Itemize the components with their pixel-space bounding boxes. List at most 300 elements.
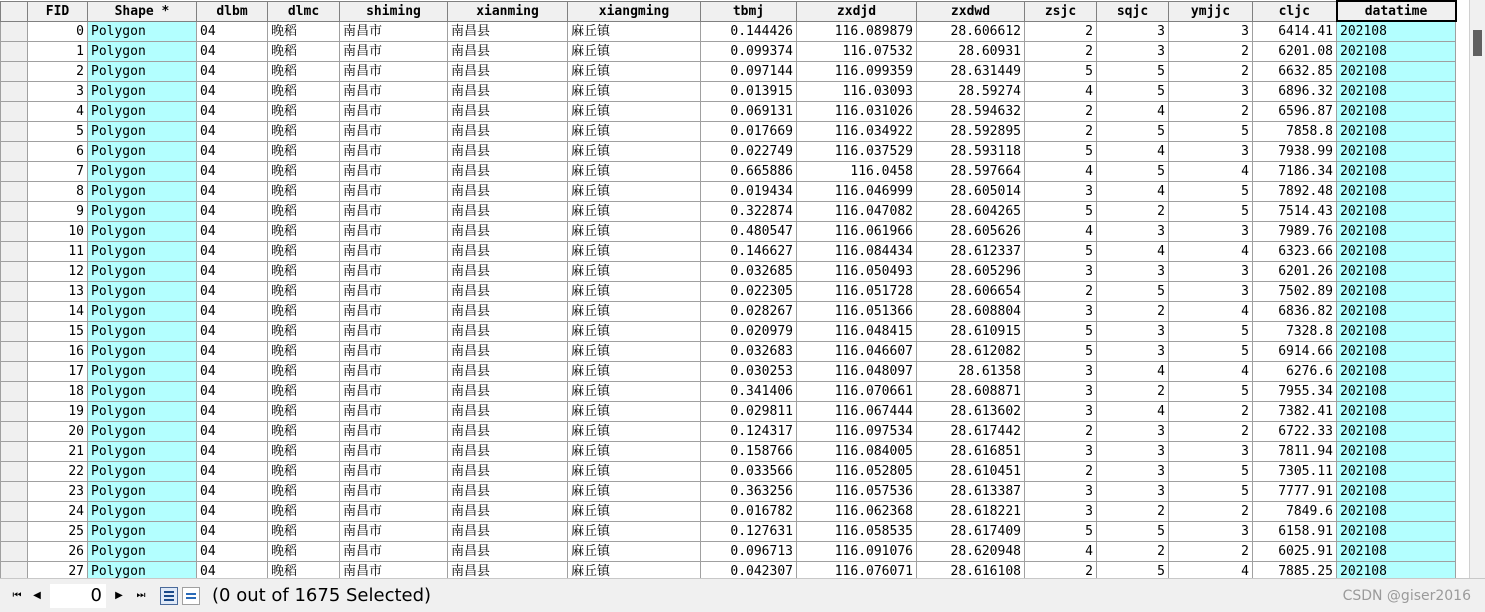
- cell-datatime[interactable]: 202108: [1337, 342, 1456, 362]
- cell-shiming[interactable]: 南昌市: [340, 42, 448, 62]
- cell-xianming[interactable]: 南昌县: [448, 302, 568, 322]
- cell-zxdwd[interactable]: 28.610915: [917, 322, 1025, 342]
- row-selector[interactable]: [1, 142, 28, 162]
- cell-cljc[interactable]: 6025.91: [1253, 542, 1337, 562]
- cell-ymjjc[interactable]: 3: [1169, 21, 1253, 42]
- column-header-datatime[interactable]: datatime: [1337, 1, 1456, 21]
- cell-dlmc[interactable]: 晚稻: [268, 162, 340, 182]
- cell-cljc[interactable]: 6276.6: [1253, 362, 1337, 382]
- cell-xianming[interactable]: 南昌县: [448, 82, 568, 102]
- table-row[interactable]: [1, 282, 1456, 302]
- cell-tbmj[interactable]: 0.017669: [701, 122, 797, 142]
- cell-tbmj[interactable]: 0.032683: [701, 342, 797, 362]
- cell-zsjc[interactable]: 2: [1025, 422, 1097, 442]
- table-row[interactable]: [1, 542, 1456, 562]
- cell-shape[interactable]: Polygon: [88, 362, 197, 382]
- column-header-zxdwd[interactable]: zxdwd: [917, 1, 1025, 21]
- cell-ymjjc[interactable]: 2: [1169, 502, 1253, 522]
- cell-shape[interactable]: Polygon: [88, 42, 197, 62]
- cell-xiangming[interactable]: 麻丘镇: [568, 342, 701, 362]
- cell-fid[interactable]: 4: [28, 102, 88, 122]
- cell-tbmj[interactable]: 0.127631: [701, 522, 797, 542]
- cell-dlbm[interactable]: 04: [197, 402, 268, 422]
- cell-ymjjc[interactable]: 5: [1169, 122, 1253, 142]
- cell-shiming[interactable]: 南昌市: [340, 482, 448, 502]
- table-row[interactable]: [1, 562, 1456, 579]
- cell-ymjjc[interactable]: 2: [1169, 42, 1253, 62]
- cell-xiangming[interactable]: 麻丘镇: [568, 62, 701, 82]
- cell-zsjc[interactable]: 5: [1025, 142, 1097, 162]
- cell-dlbm[interactable]: 04: [197, 202, 268, 222]
- cell-datatime[interactable]: 202108: [1337, 142, 1456, 162]
- column-header-zsjc[interactable]: zsjc: [1025, 1, 1097, 21]
- cell-zsjc[interactable]: 3: [1025, 402, 1097, 422]
- cell-shiming[interactable]: 南昌市: [340, 382, 448, 402]
- cell-tbmj[interactable]: 0.019434: [701, 182, 797, 202]
- row-selector[interactable]: [1, 422, 28, 442]
- cell-cljc[interactable]: 7989.76: [1253, 222, 1337, 242]
- row-selector[interactable]: [1, 242, 28, 262]
- cell-dlbm[interactable]: 04: [197, 82, 268, 102]
- cell-datatime[interactable]: 202108: [1337, 82, 1456, 102]
- next-record-icon[interactable]: ▶: [115, 590, 123, 601]
- cell-xianming[interactable]: 南昌县: [448, 502, 568, 522]
- cell-fid[interactable]: 0: [28, 21, 88, 42]
- cell-ymjjc[interactable]: 4: [1169, 242, 1253, 262]
- cell-dlbm[interactable]: 04: [197, 382, 268, 402]
- cell-fid[interactable]: 7: [28, 162, 88, 182]
- cell-shiming[interactable]: 南昌市: [340, 542, 448, 562]
- cell-datatime[interactable]: 202108: [1337, 322, 1456, 342]
- cell-zxdjd[interactable]: 116.084005: [797, 442, 917, 462]
- cell-zxdwd[interactable]: 28.59274: [917, 82, 1025, 102]
- cell-xianming[interactable]: 南昌县: [448, 222, 568, 242]
- cell-dlbm[interactable]: 04: [197, 322, 268, 342]
- cell-zsjc[interactable]: 3: [1025, 262, 1097, 282]
- cell-zsjc[interactable]: 3: [1025, 382, 1097, 402]
- cell-xianming[interactable]: 南昌县: [448, 382, 568, 402]
- cell-xiangming[interactable]: 麻丘镇: [568, 542, 701, 562]
- cell-fid[interactable]: 14: [28, 302, 88, 322]
- cell-shiming[interactable]: 南昌市: [340, 102, 448, 122]
- cell-tbmj[interactable]: 0.013915: [701, 82, 797, 102]
- row-selector[interactable]: [1, 282, 28, 302]
- cell-zxdjd[interactable]: 116.07532: [797, 42, 917, 62]
- cell-zxdjd[interactable]: 116.034922: [797, 122, 917, 142]
- cell-fid[interactable]: 21: [28, 442, 88, 462]
- cell-ymjjc[interactable]: 5: [1169, 382, 1253, 402]
- cell-shape[interactable]: Polygon: [88, 142, 197, 162]
- table-row[interactable]: [1, 182, 1456, 202]
- table-row[interactable]: [1, 162, 1456, 182]
- cell-cljc[interactable]: 7328.8: [1253, 322, 1337, 342]
- cell-dlmc[interactable]: 晚稻: [268, 21, 340, 42]
- cell-sqjc[interactable]: 4: [1097, 362, 1169, 382]
- cell-fid[interactable]: 13: [28, 282, 88, 302]
- current-record-field[interactable]: 0: [50, 584, 106, 608]
- cell-ymjjc[interactable]: 2: [1169, 542, 1253, 562]
- cell-shiming[interactable]: 南昌市: [340, 442, 448, 462]
- cell-tbmj[interactable]: 0.097144: [701, 62, 797, 82]
- cell-dlbm[interactable]: 04: [197, 162, 268, 182]
- cell-dlbm[interactable]: 04: [197, 242, 268, 262]
- cell-zxdjd[interactable]: 116.050493: [797, 262, 917, 282]
- row-selector[interactable]: [1, 342, 28, 362]
- cell-zxdwd[interactable]: 28.606654: [917, 282, 1025, 302]
- cell-tbmj[interactable]: 0.016782: [701, 502, 797, 522]
- cell-shiming[interactable]: 南昌市: [340, 82, 448, 102]
- cell-sqjc[interactable]: 2: [1097, 502, 1169, 522]
- show-all-records-icon[interactable]: [160, 587, 178, 605]
- cell-datatime[interactable]: 202108: [1337, 222, 1456, 242]
- cell-fid[interactable]: 12: [28, 262, 88, 282]
- cell-zxdwd[interactable]: 28.606612: [917, 21, 1025, 42]
- cell-xiangming[interactable]: 麻丘镇: [568, 562, 701, 579]
- row-selector[interactable]: [1, 42, 28, 62]
- cell-xianming[interactable]: 南昌县: [448, 462, 568, 482]
- cell-xianming[interactable]: 南昌县: [448, 142, 568, 162]
- cell-zxdwd[interactable]: 28.617442: [917, 422, 1025, 442]
- row-selector[interactable]: [1, 522, 28, 542]
- cell-sqjc[interactable]: 5: [1097, 522, 1169, 542]
- row-selector[interactable]: [1, 222, 28, 242]
- cell-cljc[interactable]: 7514.43: [1253, 202, 1337, 222]
- cell-xianming[interactable]: 南昌县: [448, 362, 568, 382]
- cell-zxdjd[interactable]: 116.051366: [797, 302, 917, 322]
- cell-fid[interactable]: 15: [28, 322, 88, 342]
- last-record-icon[interactable]: ⏭: [136, 590, 146, 601]
- cell-sqjc[interactable]: 2: [1097, 302, 1169, 322]
- cell-shiming[interactable]: 南昌市: [340, 462, 448, 482]
- cell-shape[interactable]: Polygon: [88, 62, 197, 82]
- cell-shiming[interactable]: 南昌市: [340, 62, 448, 82]
- cell-sqjc[interactable]: 4: [1097, 402, 1169, 422]
- cell-shape[interactable]: Polygon: [88, 182, 197, 202]
- cell-xiangming[interactable]: 麻丘镇: [568, 442, 701, 462]
- cell-tbmj[interactable]: 0.069131: [701, 102, 797, 122]
- cell-sqjc[interactable]: 5: [1097, 62, 1169, 82]
- cell-zxdwd[interactable]: 28.616108: [917, 562, 1025, 579]
- cell-zxdwd[interactable]: 28.620948: [917, 542, 1025, 562]
- cell-ymjjc[interactable]: 5: [1169, 322, 1253, 342]
- cell-xiangming[interactable]: 麻丘镇: [568, 142, 701, 162]
- cell-xianming[interactable]: 南昌县: [448, 62, 568, 82]
- cell-ymjjc[interactable]: 3: [1169, 442, 1253, 462]
- cell-ymjjc[interactable]: 3: [1169, 262, 1253, 282]
- cell-fid[interactable]: 24: [28, 502, 88, 522]
- column-header-tbmj[interactable]: tbmj: [701, 1, 797, 21]
- cell-shape[interactable]: Polygon: [88, 222, 197, 242]
- cell-cljc[interactable]: 7938.99: [1253, 142, 1337, 162]
- cell-tbmj[interactable]: 0.144426: [701, 21, 797, 42]
- cell-dlmc[interactable]: 晚稻: [268, 442, 340, 462]
- cell-fid[interactable]: 1: [28, 42, 88, 62]
- cell-dlmc[interactable]: 晚稻: [268, 382, 340, 402]
- cell-xianming[interactable]: 南昌县: [448, 122, 568, 142]
- cell-xianming[interactable]: 南昌县: [448, 102, 568, 122]
- cell-xiangming[interactable]: 麻丘镇: [568, 302, 701, 322]
- cell-datatime[interactable]: 202108: [1337, 102, 1456, 122]
- cell-zxdjd[interactable]: 116.051728: [797, 282, 917, 302]
- cell-cljc[interactable]: 7885.25: [1253, 562, 1337, 579]
- cell-sqjc[interactable]: 3: [1097, 222, 1169, 242]
- cell-shape[interactable]: Polygon: [88, 82, 197, 102]
- show-selected-records-icon[interactable]: [182, 587, 200, 605]
- cell-zsjc[interactable]: 2: [1025, 562, 1097, 579]
- cell-zxdjd[interactable]: 116.046999: [797, 182, 917, 202]
- cell-sqjc[interactable]: 3: [1097, 42, 1169, 62]
- cell-dlmc[interactable]: 晚稻: [268, 402, 340, 422]
- table-row[interactable]: [1, 442, 1456, 462]
- cell-shape[interactable]: Polygon: [88, 462, 197, 482]
- cell-datatime[interactable]: 202108: [1337, 522, 1456, 542]
- cell-shiming[interactable]: 南昌市: [340, 162, 448, 182]
- cell-xianming[interactable]: 南昌县: [448, 422, 568, 442]
- cell-shape[interactable]: Polygon: [88, 442, 197, 462]
- cell-shape[interactable]: Polygon: [88, 342, 197, 362]
- cell-cljc[interactable]: 7811.94: [1253, 442, 1337, 462]
- cell-tbmj[interactable]: 0.029811: [701, 402, 797, 422]
- cell-zsjc[interactable]: 5: [1025, 522, 1097, 542]
- cell-zsjc[interactable]: 3: [1025, 182, 1097, 202]
- cell-tbmj[interactable]: 0.096713: [701, 542, 797, 562]
- cell-dlmc[interactable]: 晚稻: [268, 502, 340, 522]
- cell-xiangming[interactable]: 麻丘镇: [568, 522, 701, 542]
- cell-fid[interactable]: 2: [28, 62, 88, 82]
- cell-ymjjc[interactable]: 3: [1169, 222, 1253, 242]
- cell-datatime[interactable]: 202108: [1337, 202, 1456, 222]
- cell-tbmj[interactable]: 0.028267: [701, 302, 797, 322]
- cell-xiangming[interactable]: 麻丘镇: [568, 122, 701, 142]
- cell-zsjc[interactable]: 2: [1025, 102, 1097, 122]
- cell-xiangming[interactable]: 麻丘镇: [568, 402, 701, 422]
- table-row[interactable]: [1, 202, 1456, 222]
- cell-cljc[interactable]: 7858.8: [1253, 122, 1337, 142]
- cell-xianming[interactable]: 南昌县: [448, 522, 568, 542]
- table-row[interactable]: [1, 21, 1456, 42]
- cell-xiangming[interactable]: 麻丘镇: [568, 102, 701, 122]
- cell-sqjc[interactable]: 3: [1097, 422, 1169, 442]
- cell-zsjc[interactable]: 2: [1025, 462, 1097, 482]
- cell-ymjjc[interactable]: 2: [1169, 62, 1253, 82]
- cell-dlbm[interactable]: 04: [197, 102, 268, 122]
- cell-fid[interactable]: 6: [28, 142, 88, 162]
- header-corner[interactable]: [1, 1, 28, 21]
- row-selector[interactable]: [1, 442, 28, 462]
- cell-xiangming[interactable]: 麻丘镇: [568, 242, 701, 262]
- cell-shiming[interactable]: 南昌市: [340, 21, 448, 42]
- cell-sqjc[interactable]: 2: [1097, 542, 1169, 562]
- cell-dlmc[interactable]: 晚稻: [268, 302, 340, 322]
- table-row[interactable]: [1, 502, 1456, 522]
- cell-xiangming[interactable]: 麻丘镇: [568, 482, 701, 502]
- cell-datatime[interactable]: 202108: [1337, 282, 1456, 302]
- cell-fid[interactable]: 18: [28, 382, 88, 402]
- cell-xiangming[interactable]: 麻丘镇: [568, 202, 701, 222]
- table-row[interactable]: [1, 462, 1456, 482]
- cell-cljc[interactable]: 6836.82: [1253, 302, 1337, 322]
- cell-dlbm[interactable]: 04: [197, 62, 268, 82]
- cell-shape[interactable]: Polygon: [88, 162, 197, 182]
- cell-tbmj[interactable]: 0.032685: [701, 262, 797, 282]
- cell-datatime[interactable]: 202108: [1337, 162, 1456, 182]
- cell-dlbm[interactable]: 04: [197, 422, 268, 442]
- cell-datatime[interactable]: 202108: [1337, 21, 1456, 42]
- cell-xiangming[interactable]: 麻丘镇: [568, 382, 701, 402]
- cell-shape[interactable]: Polygon: [88, 422, 197, 442]
- cell-dlmc[interactable]: 晚稻: [268, 562, 340, 579]
- cell-xianming[interactable]: 南昌县: [448, 262, 568, 282]
- cell-dlmc[interactable]: 晚稻: [268, 142, 340, 162]
- cell-shape[interactable]: Polygon: [88, 102, 197, 122]
- cell-shiming[interactable]: 南昌市: [340, 282, 448, 302]
- cell-cljc[interactable]: 6632.85: [1253, 62, 1337, 82]
- scrollbar-thumb[interactable]: [1473, 30, 1482, 56]
- column-header-ymjjc[interactable]: ymjjc: [1169, 1, 1253, 21]
- cell-shape[interactable]: Polygon: [88, 482, 197, 502]
- cell-shiming[interactable]: 南昌市: [340, 522, 448, 542]
- cell-shiming[interactable]: 南昌市: [340, 122, 448, 142]
- cell-zsjc[interactable]: 2: [1025, 122, 1097, 142]
- cell-zxdjd[interactable]: 116.052805: [797, 462, 917, 482]
- cell-xiangming[interactable]: 麻丘镇: [568, 222, 701, 242]
- column-header-xianming[interactable]: xianming: [448, 1, 568, 21]
- table-row[interactable]: [1, 262, 1456, 282]
- cell-dlbm[interactable]: 04: [197, 462, 268, 482]
- cell-zsjc[interactable]: 4: [1025, 542, 1097, 562]
- cell-shiming[interactable]: 南昌市: [340, 202, 448, 222]
- cell-zsjc[interactable]: 5: [1025, 202, 1097, 222]
- cell-dlmc[interactable]: 晚稻: [268, 362, 340, 382]
- cell-shape[interactable]: Polygon: [88, 402, 197, 422]
- cell-xiangming[interactable]: 麻丘镇: [568, 362, 701, 382]
- cell-shiming[interactable]: 南昌市: [340, 242, 448, 262]
- cell-cljc[interactable]: 7305.11: [1253, 462, 1337, 482]
- cell-dlmc[interactable]: 晚稻: [268, 42, 340, 62]
- cell-sqjc[interactable]: 3: [1097, 262, 1169, 282]
- table-row[interactable]: [1, 42, 1456, 62]
- cell-zxdjd[interactable]: 116.048415: [797, 322, 917, 342]
- cell-xianming[interactable]: 南昌县: [448, 402, 568, 422]
- cell-datatime[interactable]: 202108: [1337, 242, 1456, 262]
- cell-zxdwd[interactable]: 28.608804: [917, 302, 1025, 322]
- cell-zxdjd[interactable]: 116.091076: [797, 542, 917, 562]
- cell-zsjc[interactable]: 3: [1025, 482, 1097, 502]
- cell-datatime[interactable]: 202108: [1337, 422, 1456, 442]
- cell-zxdwd[interactable]: 28.592895: [917, 122, 1025, 142]
- cell-xianming[interactable]: 南昌县: [448, 242, 568, 262]
- cell-sqjc[interactable]: 4: [1097, 242, 1169, 262]
- cell-dlbm[interactable]: 04: [197, 342, 268, 362]
- cell-shiming[interactable]: 南昌市: [340, 142, 448, 162]
- cell-dlbm[interactable]: 04: [197, 442, 268, 462]
- column-header-dlbm[interactable]: dlbm: [197, 1, 268, 21]
- cell-zxdwd[interactable]: 28.594632: [917, 102, 1025, 122]
- cell-zxdjd[interactable]: 116.057536: [797, 482, 917, 502]
- cell-zsjc[interactable]: 3: [1025, 302, 1097, 322]
- cell-shiming[interactable]: 南昌市: [340, 302, 448, 322]
- cell-zxdjd[interactable]: 116.037529: [797, 142, 917, 162]
- cell-fid[interactable]: 10: [28, 222, 88, 242]
- cell-shiming[interactable]: 南昌市: [340, 422, 448, 442]
- cell-shiming[interactable]: 南昌市: [340, 322, 448, 342]
- row-selector[interactable]: [1, 182, 28, 202]
- cell-xianming[interactable]: 南昌县: [448, 182, 568, 202]
- cell-zxdjd[interactable]: 116.084434: [797, 242, 917, 262]
- cell-zxdjd[interactable]: 116.048097: [797, 362, 917, 382]
- table-row[interactable]: [1, 402, 1456, 422]
- cell-xianming[interactable]: 南昌县: [448, 342, 568, 362]
- cell-xiangming[interactable]: 麻丘镇: [568, 82, 701, 102]
- cell-zxdjd[interactable]: 116.062368: [797, 502, 917, 522]
- table-row[interactable]: [1, 242, 1456, 262]
- cell-datatime[interactable]: 202108: [1337, 362, 1456, 382]
- cell-dlmc[interactable]: 晚稻: [268, 242, 340, 262]
- cell-dlmc[interactable]: 晚稻: [268, 262, 340, 282]
- cell-dlmc[interactable]: 晚稻: [268, 522, 340, 542]
- row-selector[interactable]: [1, 482, 28, 502]
- cell-zsjc[interactable]: 4: [1025, 162, 1097, 182]
- column-header-shape[interactable]: Shape *: [88, 1, 197, 21]
- cell-tbmj[interactable]: 0.099374: [701, 42, 797, 62]
- cell-dlmc[interactable]: 晚稻: [268, 422, 340, 442]
- cell-shiming[interactable]: 南昌市: [340, 502, 448, 522]
- row-selector[interactable]: [1, 562, 28, 579]
- cell-ymjjc[interactable]: 2: [1169, 102, 1253, 122]
- cell-xianming[interactable]: 南昌县: [448, 282, 568, 302]
- cell-datatime[interactable]: 202108: [1337, 542, 1456, 562]
- table-row[interactable]: [1, 482, 1456, 502]
- cell-shiming[interactable]: 南昌市: [340, 362, 448, 382]
- cell-dlmc[interactable]: 晚稻: [268, 542, 340, 562]
- table-row[interactable]: [1, 322, 1456, 342]
- cell-ymjjc[interactable]: 4: [1169, 562, 1253, 579]
- cell-cljc[interactable]: 6914.66: [1253, 342, 1337, 362]
- cell-sqjc[interactable]: 4: [1097, 102, 1169, 122]
- cell-tbmj[interactable]: 0.124317: [701, 422, 797, 442]
- cell-cljc[interactable]: 6722.33: [1253, 422, 1337, 442]
- cell-zxdjd[interactable]: 116.0458: [797, 162, 917, 182]
- cell-xianming[interactable]: 南昌县: [448, 542, 568, 562]
- cell-zxdjd[interactable]: 116.076071: [797, 562, 917, 579]
- table-row[interactable]: [1, 422, 1456, 442]
- cell-shiming[interactable]: 南昌市: [340, 562, 448, 579]
- cell-cljc[interactable]: 6896.32: [1253, 82, 1337, 102]
- cell-cljc[interactable]: 6323.66: [1253, 242, 1337, 262]
- cell-sqjc[interactable]: 5: [1097, 122, 1169, 142]
- cell-sqjc[interactable]: 2: [1097, 382, 1169, 402]
- cell-dlmc[interactable]: 晚稻: [268, 462, 340, 482]
- cell-zsjc[interactable]: 5: [1025, 342, 1097, 362]
- cell-cljc[interactable]: 7382.41: [1253, 402, 1337, 422]
- cell-zxdjd[interactable]: 116.099359: [797, 62, 917, 82]
- row-selector[interactable]: [1, 362, 28, 382]
- cell-dlmc[interactable]: 晚稻: [268, 342, 340, 362]
- cell-tbmj[interactable]: 0.030253: [701, 362, 797, 382]
- cell-xianming[interactable]: 南昌县: [448, 482, 568, 502]
- cell-zxdwd[interactable]: 28.605626: [917, 222, 1025, 242]
- cell-sqjc[interactable]: 2: [1097, 202, 1169, 222]
- row-selector[interactable]: [1, 382, 28, 402]
- cell-zsjc[interactable]: 2: [1025, 42, 1097, 62]
- cell-tbmj[interactable]: 0.020979: [701, 322, 797, 342]
- cell-datatime[interactable]: 202108: [1337, 122, 1456, 142]
- cell-datatime[interactable]: 202108: [1337, 42, 1456, 62]
- row-selector[interactable]: [1, 102, 28, 122]
- cell-sqjc[interactable]: 3: [1097, 21, 1169, 42]
- cell-xianming[interactable]: 南昌县: [448, 162, 568, 182]
- cell-datatime[interactable]: 202108: [1337, 462, 1456, 482]
